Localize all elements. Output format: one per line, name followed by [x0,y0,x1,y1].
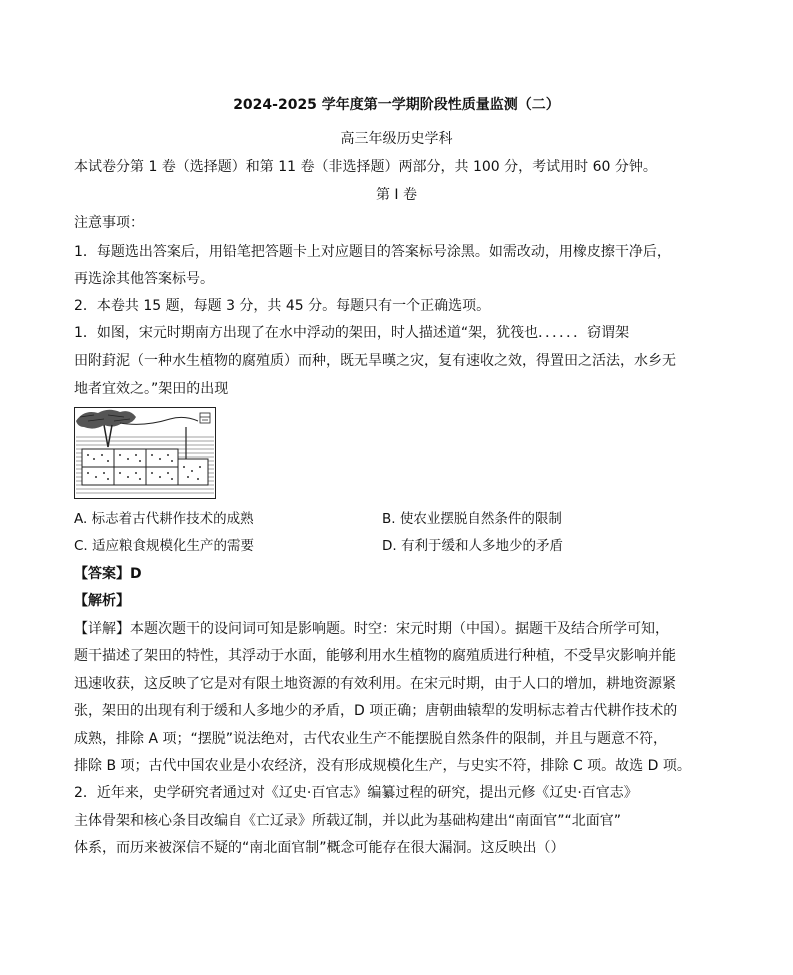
q1-detail-line-2: 题干描述了架田的特性，其浮动于水面，能够利用水生植物的腐殖质进行种植，不受旱灾影响并能 [74,648,676,664]
q2-stem-line-1: 2．近年来，史学研究者通过对《辽史·百官志》编纂过程的研究，提出元修《辽史·百官志》 [74,785,638,801]
note-item-1-line-1: 1．每题选出答案后，用铅笔把答题卡上对应题目的答案标号涂黑。如需改动，用橡皮擦干净后， [74,244,671,260]
q1-option-c: C. 适应粮食规模化生产的需要 [74,538,255,554]
q1-detail-line-5: 成熟，排除 A 项；“摆脱”说法绝对，古代农业生产不能摆脱自然条件的限制，并且与题意不符， [74,731,667,747]
q1-detail-line-4: 张，架田的出现有利于缓和人多地少的矛盾，D 项正确；唐朝曲辕犁的发明标志着古代耕作技术的 [74,703,678,719]
note-item-2: 2．本卷共 15 题，每题 3 分，共 45 分。每题只有一个正确选项。 [74,298,491,314]
q1-option-a: A. 标志着古代耕作技术的成熟 [74,511,254,527]
q2-stem-line-2: 主体骨架和核心条目改编自《亡辽录》所载辽制，并以此为基础构建出“南面官”“北面官” [74,813,622,829]
q1-detail-line-6: 排除 B 项；古代中国农业是小农经济，没有形成规模化生产，与史实不符，排除 C 项。故选 D 项。 [74,758,691,774]
q1-stem-line-3: 地者宜效之。”架田的出现 [74,381,229,397]
volume-label: 第 I 卷 [375,187,418,203]
q1-option-b: B. 使农业摆脱自然条件的限制 [382,511,562,527]
q1-option-d: D. 有利于缓和人多地少的矛盾 [382,538,563,554]
q1-answer: 【答案】D [74,566,142,582]
q1-stem-line-1: 1．如图，宋元时期南方出现了在水中浮动的架田，时人描述道“架，犹筏也．．．．．．窃谓架 [74,325,630,341]
notes-heading: 注意事项： [74,215,144,231]
exam-subtitle: 高三年级历史学科 [340,131,453,147]
note-item-1-line-2: 再选涂其他答案标号。 [74,271,214,287]
q2-stem-line-3: 体系，而历来被深信不疑的“南北面官制”概念可能存在很大漏洞。这反映出（） [74,840,565,856]
floating-field-illustration [74,407,216,499]
q1-detail-line-1: 【详解】本题次题干的设问词可知是影响题。时空：宋元时期（中国）。据题干及结合所学可知， [74,621,669,637]
q1-detail-line-3: 迅速收获，这反映了它是对有限土地资源的有效利用。在宋元时期，由于人口的增加，耕地资源紧 [74,676,676,692]
q1-stem-line-2: 田附葑泥（一种水生植物的腐殖质）而种，既无旱暵之灾，复有速收之效，得置田之活法，水乡无 [74,353,676,369]
exam-title: 2024-2025 学年度第一学期阶段性质量监测（二） [233,97,560,113]
exam-info: 本试卷分第 1 卷（选择题）和第 11 卷（非选择题）两部分，共 100 分，考试用时 60 分钟。 [74,159,657,175]
q1-analysis-label: 【解析】 [74,593,130,609]
